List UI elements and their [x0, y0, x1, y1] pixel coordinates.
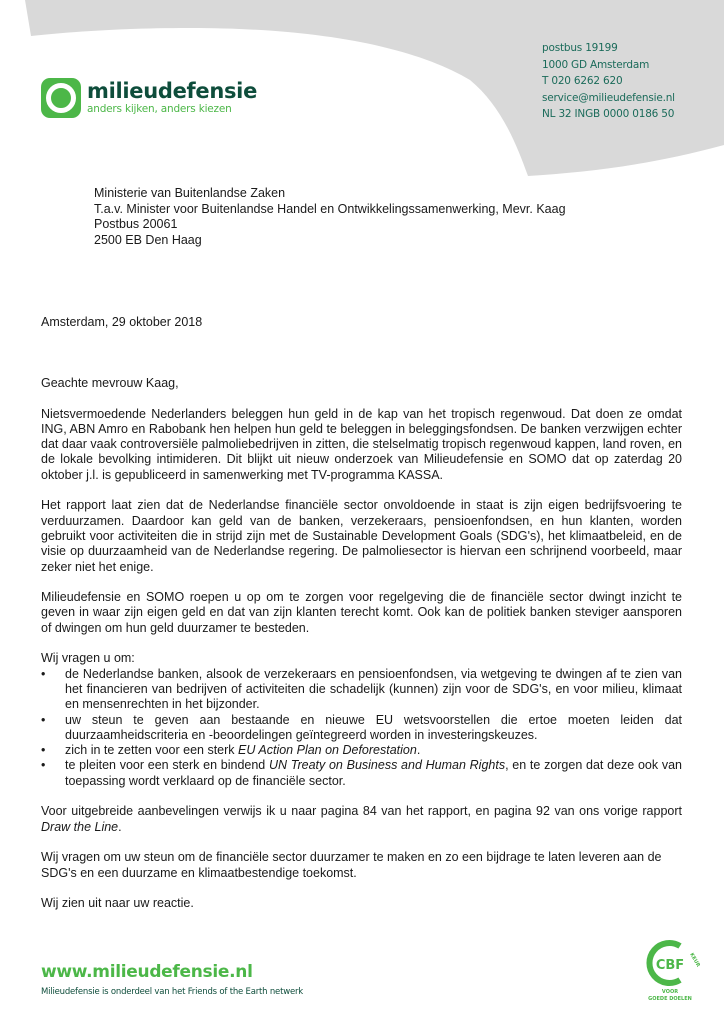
sender-address	[542, 40, 675, 123]
recipient-line: 2500 EB Den Haag	[94, 232, 202, 247]
paragraph-2: Het rapport laat zien dat de Nederlandse financiële sector onvoldoende in staat is zijn eigen bedrijfsvoering te verduurzamen. Daardoor kan geld van de banken, verzekeraars, pensioenfondsen, en hun klanten, worden gebruikt voor activiteiten die in strijd zijn met de Sustainable Development Goals (SDG's), het klimaatbeleid, en de visie op duurzaamheid van de Nederlandse regering. De palmoliesector is hiervan een schrijnend voorbeeld, maar zeker niet het enige.	[41, 498, 682, 574]
cbf-keur-badge	[640, 938, 700, 1008]
cbf-line-2: GOEDE DOELEN	[648, 996, 692, 1002]
sender-city: 1000 GD Amsterdam	[542, 58, 650, 71]
paragraph-4	[41, 804, 682, 835]
request-item	[41, 758, 682, 789]
recipient-address	[94, 186, 566, 248]
request-text: .	[416, 743, 421, 758]
recipient-line: Postbus 20061	[94, 217, 178, 231]
logo-ring-icon	[41, 78, 81, 118]
request-item	[41, 713, 682, 744]
request-italic: EU Action Plan on Deforestation	[238, 743, 417, 758]
footer-website-link[interactable]: www.milieudefensie.nl	[41, 962, 253, 982]
bullet-icon: •	[41, 743, 46, 758]
report-title: Draw the Line	[41, 819, 119, 834]
recipient-line: T.a.v. Minister voor Buitenlandse Handel en Ontwikkelingssamenwerking, Mevr. Kaag	[94, 201, 566, 216]
logo-name: milieudefensie	[87, 79, 258, 104]
salutation: Geachte mevrouw Kaag,	[41, 376, 179, 390]
logo-tagline: anders kijken, anders kiezen	[87, 103, 232, 116]
requests-intro: Wij vragen u om:	[41, 651, 135, 666]
cbf-line-1: VOOR	[661, 989, 679, 995]
bullet-icon: •	[41, 666, 46, 681]
bullet-icon: •	[41, 712, 46, 727]
letter-body	[41, 376, 682, 927]
request-italic: UN Treaty on Business and Human Rights	[268, 758, 506, 773]
svg-text:KEUR: KEUR	[688, 952, 700, 969]
request-text: , en te zorgen dat deze ook van toepassing wordt verklaard op de financiële sector.	[65, 758, 682, 788]
request-text: te pleiten voor een sterk en bindend	[65, 758, 269, 773]
closing-line: Wij zien uit naar uw reactie.	[41, 896, 194, 911]
sender-postbus: postbus 19199	[542, 42, 618, 54]
recipient-line: Ministerie van Buitenlandse Zaken	[94, 186, 286, 200]
request-text: de Nederlandse banken, alsook de verzekeraars en pensioenfondsen, via wetgeving te dwingen af te zien van het financieren van bedrijven of activiteiten die schadelijk (kunnen) zijn voor de SDG's, en voor milieu, klimaat en mensenrechten in het bijzonder.	[65, 666, 682, 712]
paragraph-5: Wij vragen om uw steun om de financiële sector duurzamer te maken en zo een bijdrage te laten leveren aan de SDG's en een duurzame en klimaatbestendige toekomst.	[41, 850, 662, 880]
request-item	[41, 743, 682, 758]
request-text: uw steun te geven aan bestaande en nieuwe EU wetsvoorstellen die ertoe moeten leiden dat duurzaamheidscriteria en -beoordelingen geïntegreerd worden in investeringskeuzes.	[65, 712, 682, 742]
request-item	[41, 667, 682, 713]
paragraph-4-end: .	[118, 819, 122, 834]
sender-phone: T 020 6262 620	[542, 75, 623, 87]
sender-iban: NL 32 INGB 0000 0186 50	[542, 108, 675, 120]
footer-note: Milieudefensie is onderdeel van het Friends of the Earth netwerk	[41, 987, 303, 997]
request-text: zich in te zetten voor een sterk	[65, 743, 239, 758]
bullet-icon: •	[41, 758, 46, 773]
paragraph-4-text: Voor uitgebreide aanbevelingen verwijs ik u naar pagina 84 van het rapport, en pagina 92 van ons vorige rapport	[41, 804, 682, 819]
date-line: Amsterdam, 29 oktober 2018	[41, 315, 203, 329]
sender-email[interactable]: service@milieudefensie.nl	[542, 91, 675, 104]
paragraph-3: Milieudefensie en SOMO roepen u op om te zorgen voor regelgeving die de financiële sector dwingt inzicht te geven in waar zijn eigen geld en dat van zijn klanten terecht komt. Ook kan de politiek banken steviger aansporen of dwingen om hun geld duurzamer te besteden.	[41, 590, 682, 635]
requests-list	[41, 667, 682, 789]
svg-text:CBF: CBF	[655, 958, 685, 973]
paragraph-1: Nietsvermoedende Nederlanders beleggen hun geld in de kap van het tropisch regenwoud. Dat doen ze omdat ING, ABN Amro en Rabobank hen helpen hun geld te beleggen in beleggingsfondsen. De banken verzwijgen echter dat daar vaak controversiële palmoliebedrijven in zitten, die stelselmatig tropisch regenwoud kappen, land roven, en de lokale bevolking intimideren. Dit blijkt uit nieuw onderzoek van Milieudefensie en SOMO dat op zaterdag 20 oktober j.l. is gepubliceerd in samenwerking met TV-programma KASSA.	[41, 406, 682, 482]
milieudefensie-logo	[41, 78, 257, 118]
cbf-logo-icon	[640, 938, 700, 988]
